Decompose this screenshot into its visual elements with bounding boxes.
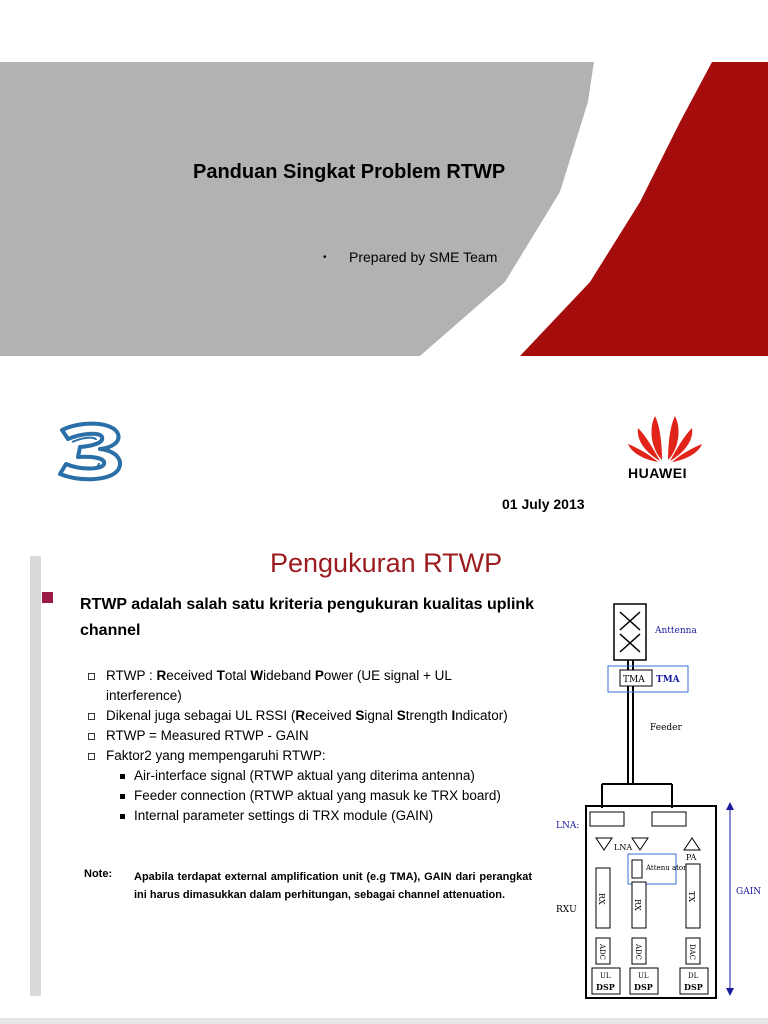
list-item-text: trength [405, 708, 452, 723]
list-item-text: T [216, 668, 225, 683]
list-item-text: eceived [166, 668, 217, 683]
list-item-text: W [250, 668, 264, 683]
list-item-text: ideband [263, 668, 315, 683]
dsp2-label: DSP [634, 982, 653, 992]
dac-label: DAC [688, 944, 696, 961]
content-slide [0, 530, 768, 1024]
antenna-label: Anttenna [655, 626, 697, 636]
adc-label-2: ADC [634, 944, 642, 961]
list-item-text: ignal [364, 708, 397, 723]
subtitle [323, 249, 497, 265]
rx-label-2: RX [633, 899, 642, 911]
list-item-text: ndicator) [455, 708, 508, 723]
list-item [88, 746, 528, 766]
list-item-text: RTWP = Measured RTWP - GAIN [106, 728, 309, 743]
list-item-text: Dikenal juga sebagai UL RSSI ( [106, 708, 296, 723]
sub-list-item: Feeder connection (RTWP aktual yang masuk ke TRX board) [88, 786, 528, 806]
adc-label-1: ADC [598, 944, 606, 961]
sub-list-item: Air-interface signal (RTWP aktual yang diterima antenna) [88, 766, 528, 786]
subtitle-text: Prepared by SME Team [349, 249, 498, 265]
lna-left-label: LNA: [556, 821, 580, 831]
lead-text: RTWP adalah salah satu kriteria pengukuran kualitas uplink channel [80, 596, 535, 639]
feeder-label: Feeder [650, 723, 682, 733]
list-item-text: S [396, 708, 406, 723]
note-text: Apabila terdapat external amplification unit (e.g TMA), GAIN dari perangkat ini harus dimasukkan dalam perhitungan, sebagai channel attenuation. [134, 871, 532, 901]
tx-label: TX [687, 891, 696, 903]
lna-label: LNA [614, 843, 633, 852]
list-item-text: R [295, 708, 306, 723]
sub-list-item: Internal parameter settings di TRX module (GAIN) [88, 806, 528, 826]
lead-bullet [42, 592, 53, 603]
huawei-logo-icon [622, 410, 708, 462]
list-item-text: R [156, 668, 167, 683]
list-item-text: S [355, 708, 365, 723]
note-label: Note: [84, 868, 113, 880]
tma-label: TMA [656, 675, 680, 685]
dsp1-label: DSP [596, 982, 615, 992]
attenuator-label: Attenu ator [646, 864, 687, 872]
rtwp-block-diagram [552, 598, 768, 1002]
dsp1-top: UL [600, 972, 611, 980]
three-logo [52, 420, 126, 482]
list-item-text: Faktor2 yang mempengaruhi RTWP: [106, 748, 326, 763]
list-item-text: ower (UE signal + UL interference) [106, 668, 452, 703]
page-title: Panduan Singkat Problem RTWP [193, 161, 506, 183]
date: 01 July 2013 [502, 496, 585, 512]
left-accent-bar [30, 556, 41, 996]
rx-label-1: RX [597, 893, 606, 905]
pa-label: PA [686, 853, 697, 862]
list-item-text: P [314, 668, 324, 683]
list-item [88, 706, 528, 726]
subtitle-bullet: • [323, 252, 327, 263]
list-item-text: RTWP : [106, 668, 157, 683]
dsp2-top: UL [638, 972, 649, 980]
list-item-text: otal [224, 668, 251, 683]
rxu-label: RXU [556, 905, 577, 915]
bottom-strip [0, 1018, 768, 1024]
dsp3-label: DSP [684, 982, 703, 992]
bullet-list [88, 666, 528, 826]
antenna-box [614, 604, 646, 660]
dsp3-top: DL [688, 972, 699, 980]
list-item [88, 666, 528, 706]
list-item-text: eceived [305, 708, 356, 723]
list-item [88, 726, 528, 746]
list-item-text: I [451, 708, 456, 723]
tma-text: TMA [623, 675, 645, 685]
slide-title: Pengukuran RTWP [270, 548, 503, 578]
title-banner-graphic [0, 62, 768, 356]
huawei-logo-text: HUAWEI [628, 465, 687, 481]
gain-label: GAIN [736, 887, 762, 897]
